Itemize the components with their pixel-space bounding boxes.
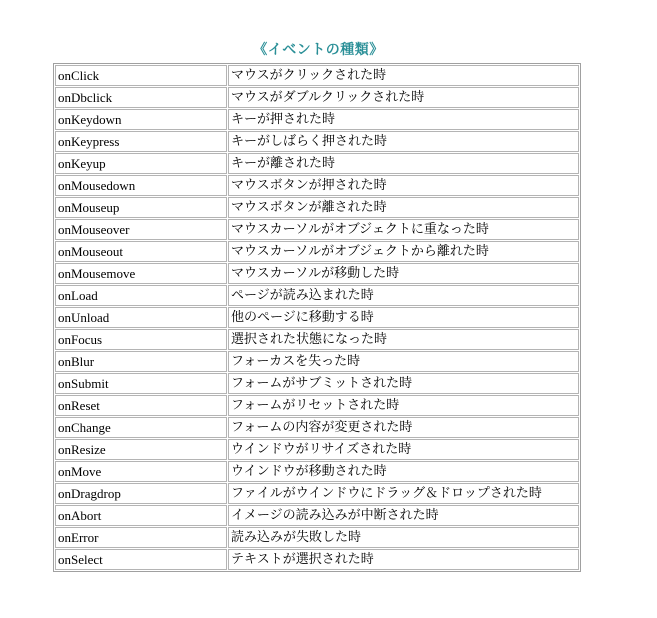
event-description-cell: テキストが選択された時 [228,549,579,570]
event-description-cell: マウスカーソルが移動した時 [228,263,579,284]
event-name-cell: onClick [55,65,227,86]
table-row [55,87,579,108]
event-name-cell: onResize [55,439,227,460]
event-name-cell: onMouseout [55,241,227,262]
table-row [55,549,579,570]
table-row [55,153,579,174]
event-name-cell: onBlur [55,351,227,372]
table-row [55,65,579,86]
event-description-cell: フォームがリセットされた時 [228,395,579,416]
table-row [55,395,579,416]
table-row [55,461,579,482]
event-description-cell: マウスがクリックされた時 [228,65,579,86]
event-name-cell: onLoad [55,285,227,306]
event-description-cell: ウインドウがリサイズされた時 [228,439,579,460]
table-row [55,439,579,460]
event-name-cell: onMouseup [55,197,227,218]
event-description-cell: 読み込みが失敗した時 [228,527,579,548]
event-name-cell: onKeydown [55,109,227,130]
event-description-cell: 選択された状態になった時 [228,329,579,350]
table-row [55,417,579,438]
event-name-cell: onMousedown [55,175,227,196]
event-description-cell: フォームの内容が変更された時 [228,417,579,438]
event-description-cell: マウスボタンが押された時 [228,175,579,196]
event-table-body [55,65,579,570]
event-name-cell: onDragdrop [55,483,227,504]
table-row [55,131,579,152]
table-row [55,219,579,240]
table-row [55,307,579,328]
event-description-cell: キーが離された時 [228,153,579,174]
table-row [55,109,579,130]
table-row [55,505,579,526]
event-name-cell: onDbclick [55,87,227,108]
event-description-cell: ウインドウが移動された時 [228,461,579,482]
table-row [55,175,579,196]
event-description-cell: キーがしばらく押された時 [228,131,579,152]
event-name-cell: onError [55,527,227,548]
event-description-cell: ページが読み込まれた時 [228,285,579,306]
event-description-cell: マウスカーソルがオブジェクトに重なった時 [228,219,579,240]
event-name-cell: onMouseover [55,219,227,240]
table-row [55,197,579,218]
table-row [55,285,579,306]
event-description-cell: キーが押された時 [228,109,579,130]
table-caption: 《イベントの種類》 [253,42,384,58]
event-description-cell: フォーカスを失った時 [228,351,579,372]
event-name-cell: onKeypress [55,131,227,152]
table-row [55,483,579,504]
event-types-table [53,63,581,572]
event-name-cell: onMove [55,461,227,482]
event-name-cell: onAbort [55,505,227,526]
event-description-cell: マウスボタンが離された時 [228,197,579,218]
event-description-cell: フォームがサブミットされた時 [228,373,579,394]
event-name-cell: onMousemove [55,263,227,284]
table-row [55,351,579,372]
event-name-cell: onSubmit [55,373,227,394]
event-name-cell: onFocus [55,329,227,350]
event-description-cell: マウスがダブルクリックされた時 [228,87,579,108]
table-row [55,373,579,394]
event-name-cell: onSelect [55,549,227,570]
event-description-cell: イメージの読み込みが中断された時 [228,505,579,526]
event-name-cell: onUnload [55,307,227,328]
event-name-cell: onKeyup [55,153,227,174]
event-description-cell: 他のページに移動する時 [228,307,579,328]
event-name-cell: onReset [55,395,227,416]
table-row [55,329,579,350]
table-row [55,263,579,284]
event-description-cell: ファイルがウインドウにドラッグ＆ドロップされた時 [228,483,579,504]
event-description-cell: マウスカーソルがオブジェクトから離れた時 [228,241,579,262]
table-row [55,527,579,548]
event-name-cell: onChange [55,417,227,438]
table-row [55,241,579,262]
